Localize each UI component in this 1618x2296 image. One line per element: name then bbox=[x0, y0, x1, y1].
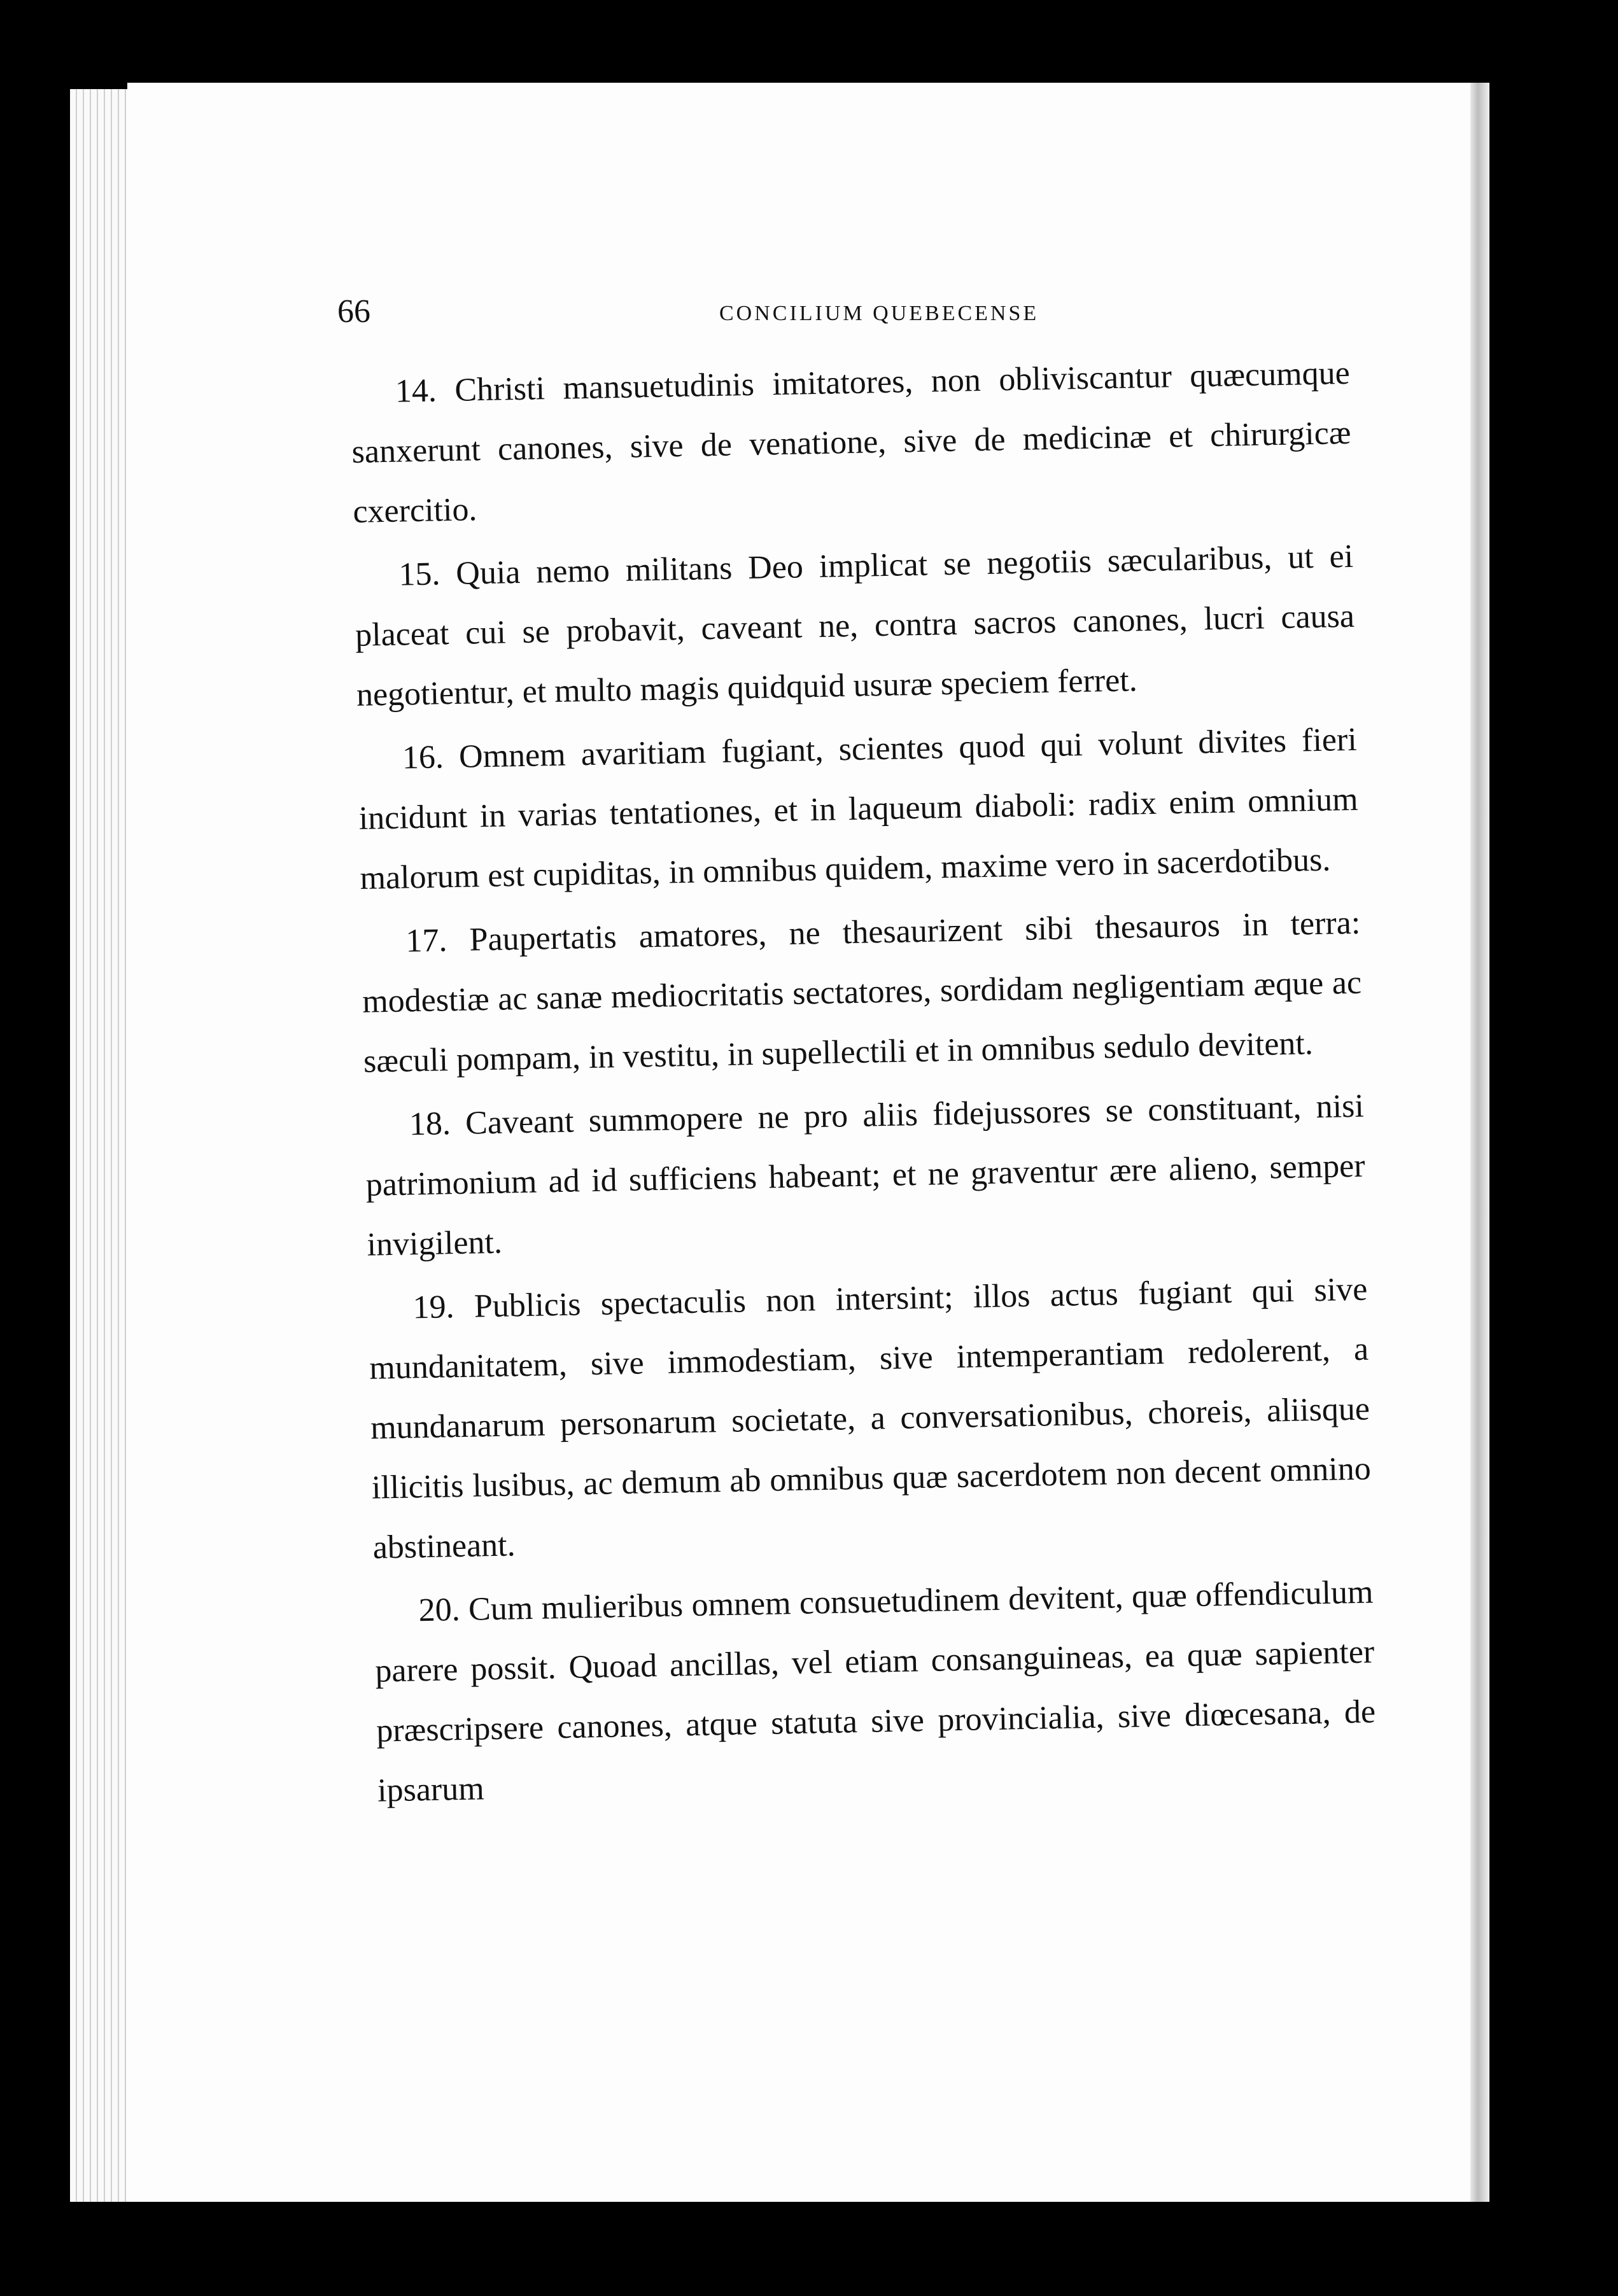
paragraph-14 bbox=[350, 344, 1353, 542]
paragraph-number: 15. bbox=[398, 556, 440, 593]
paragraph-number: 17. bbox=[405, 922, 448, 960]
paragraph-text: Cum mulieribus omnem consuetudinem devitent, quæ offendiculum parere possit. Quoad ancillas, vel etiam consanguineas, ea quæ sapienter præscripsere canones, atque statuta sive provincialia, sive diœcesana, de ipsarum bbox=[374, 1574, 1376, 1809]
page-header bbox=[210, 293, 1368, 337]
body-text bbox=[350, 344, 1377, 1825]
paragraph-number: 20. bbox=[418, 1592, 461, 1629]
running-title: CONCILIUM QUEBECENSE bbox=[719, 302, 1039, 325]
paragraph-17 bbox=[361, 893, 1363, 1092]
paragraph-18 bbox=[364, 1077, 1367, 1275]
paragraph-19 bbox=[368, 1260, 1373, 1578]
paragraph-text: Publicis spectaculis non intersint; illos actus fugiant qui sive mundanitatem, sive immodestiam, sive intemperantiam redolerent, a mundanarum personarum societate, a conversationibus, choreis, aliisque illicitis lusibus, ac demum ab omnibus quæ sacerdotem non decent omnino abstineant. bbox=[369, 1271, 1372, 1566]
paragraph-16 bbox=[357, 710, 1360, 909]
paragraph-text: Christi mansuetudinis imitatores, non obliviscantur quæcumque sanxerunt canones, sive de venatione, sive de medicinæ et chirurgicæ cxercitio. bbox=[351, 354, 1351, 530]
paragraph-text: Omnem avaritiam fugiant, scientes quod qui volunt divites fieri incidunt in varias tentationes, et in laqueum diaboli: radix enim omnium malorum est cupiditas, in omnibus quidem, maxime vero in sacerdotibus. bbox=[358, 721, 1359, 897]
paragraph-text: Paupertatis amatores, ne thesaurizent sibi thesauros in terra: modestiæ ac sanæ mediocritatis sectatores, sordidam negligentiam æque ac sæculi pompam, in vestitu, in supellectili et in omnibus sedulo devitent. bbox=[362, 904, 1362, 1080]
page-gutter-edge bbox=[1470, 83, 1489, 2202]
paragraph-15 bbox=[354, 527, 1356, 725]
paragraph-20 bbox=[374, 1563, 1377, 1821]
paragraph-text: Caveant summopere ne pro aliis fidejussores se constituant, nisi patrimonium ad id sufficiens habeant; et ne graventur ære alieno, semper invigilent. bbox=[365, 1088, 1366, 1263]
paragraph-text: Quia nemo militans Deo implicat se negotiis sæcularibus, ut ei placeat cui se probavit, caveant ne, contra sacros canones, lucri causa negotientur, et multo magis quidquid usuræ speciem ferret. bbox=[355, 538, 1355, 713]
paragraph-number: 16. bbox=[402, 739, 444, 776]
paragraph-number: 14. bbox=[395, 372, 437, 410]
paragraph-number: 18. bbox=[409, 1105, 451, 1143]
page-number: 66 bbox=[337, 293, 370, 330]
paragraph-number: 19. bbox=[412, 1289, 455, 1326]
